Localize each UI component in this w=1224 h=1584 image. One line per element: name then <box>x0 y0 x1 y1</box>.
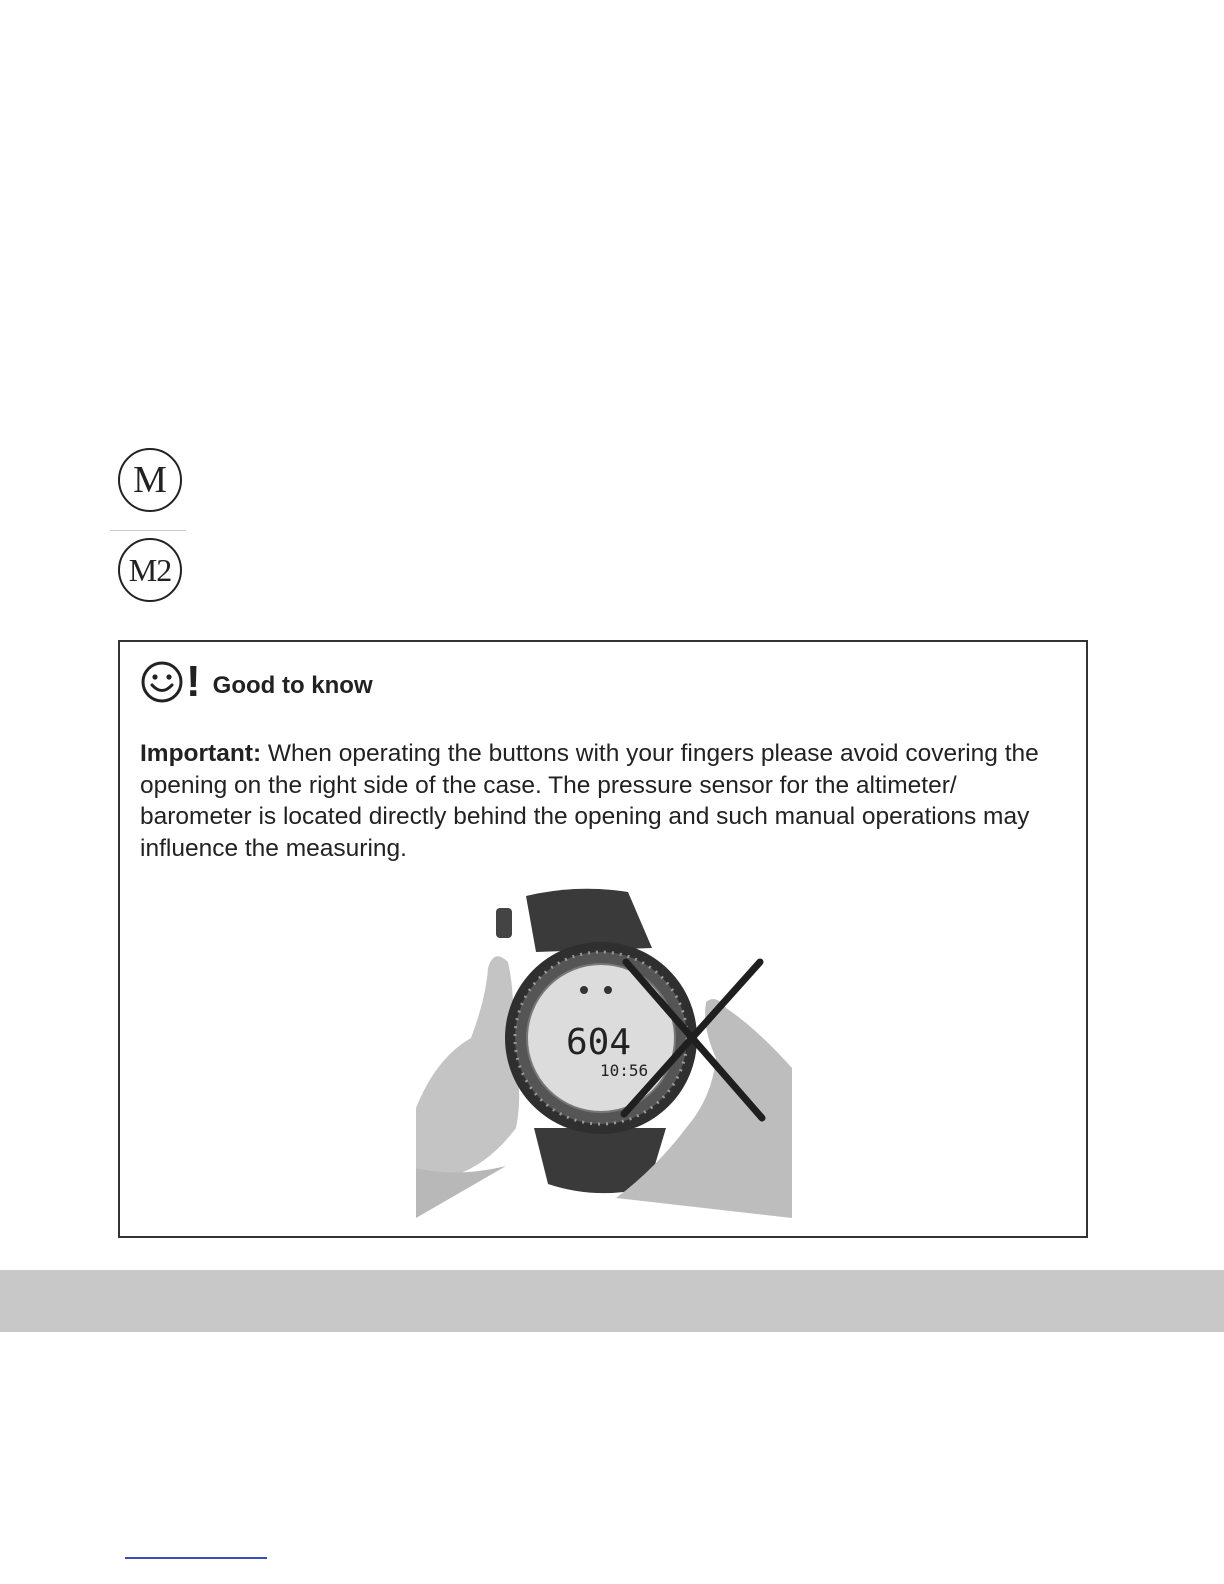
smiley-icon <box>140 660 184 704</box>
m2-button-icon <box>118 538 182 602</box>
heading-text: Good to know <box>212 672 373 699</box>
watch-photo <box>416 878 792 1218</box>
icon-divider <box>110 530 186 531</box>
important-label: Important: <box>140 740 262 767</box>
watch-main-value: 604 <box>566 1022 632 1063</box>
section-band <box>0 1270 1224 1332</box>
important-paragraph <box>140 738 1070 864</box>
m-button-label: M <box>133 459 167 501</box>
important-body: When operating the buttons with your fingers please avoid covering the opening on the right side of the case. The pressure sensor for the altimeter/ barometer is located directly behind the opening and such manual operations may influence the measuring. <box>140 740 1039 862</box>
m2-button-label: M2 <box>128 551 172 588</box>
exclamation-icon: ! <box>186 657 201 706</box>
good-to-know-box <box>118 640 1088 1238</box>
watch-time: 10:56 <box>600 1061 649 1080</box>
footer-link-underline <box>125 1557 267 1559</box>
m-button-icon <box>118 448 182 512</box>
good-to-know-heading <box>140 657 373 706</box>
